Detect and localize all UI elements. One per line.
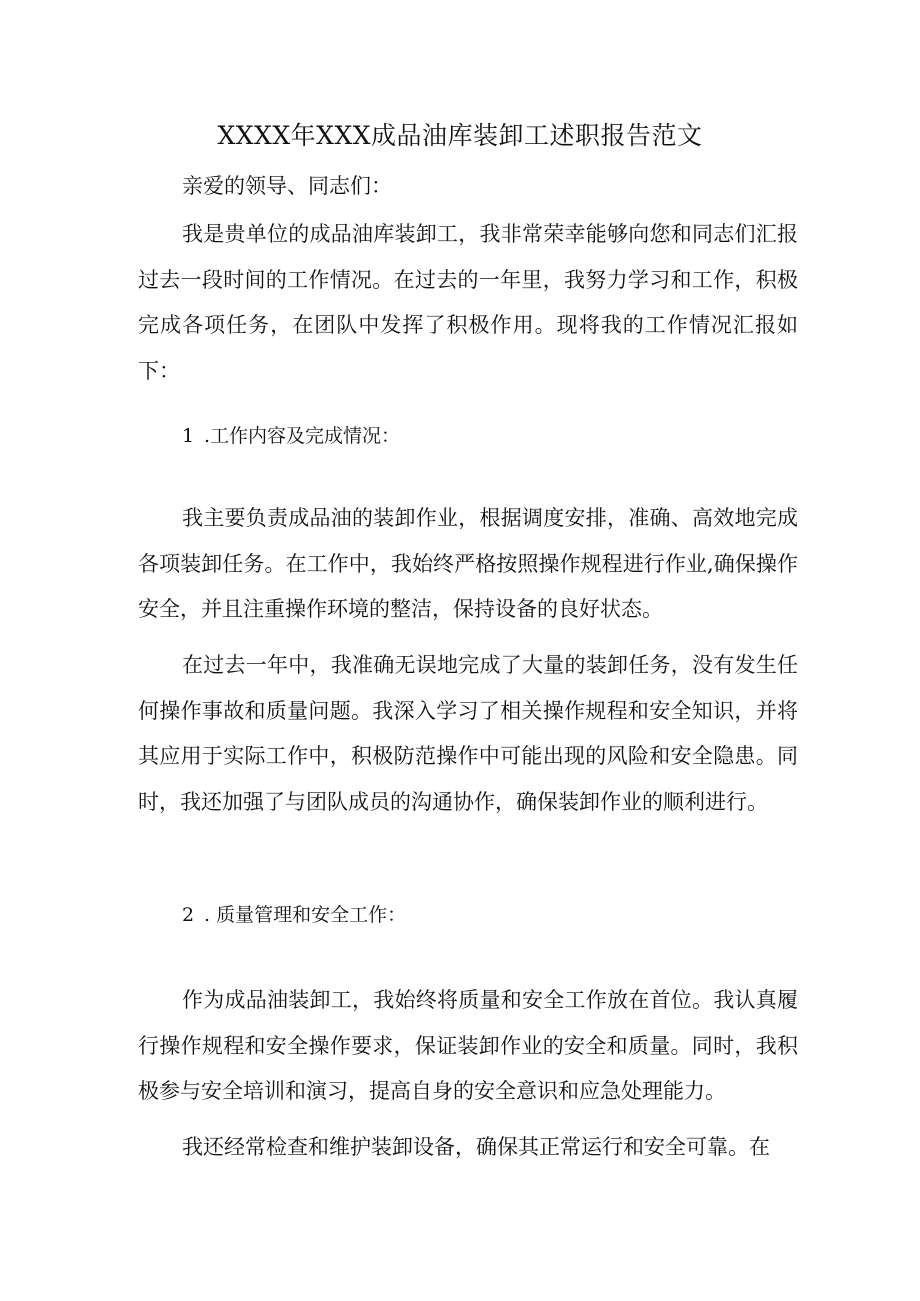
section-2-paragraph-1: 作为成品油装卸工，我始终将质量和安全工作放在首位。我认真履行操作规程和安全操作要求，保证装卸作业的安全和质量。同时，我积极参与安全培训和演习，提高自身的安全意识和应急处理能力。 — [138, 988, 798, 1104]
intro-paragraph: 我是贵单位的成品油库装卸工，我非常荣幸能够向您和同志们汇报过去一段时间的工作情况。在过去的一年里，我努力学习和工作，积极完成各项任务，在团队中发挥了积极作用。现将我的工作情况汇报如下： — [138, 222, 798, 383]
document-title: XXXX年XXX成品油库装卸工述职报告范文 — [217, 121, 703, 150]
section-title: .工作内容及完成情况： — [204, 425, 401, 447]
section-title: . 质量管理和安全工作： — [204, 904, 407, 926]
section-2-paragraph-2: 我还经常检查和维护装卸设备，确保其正常运行和安全可靠。在 — [182, 1135, 770, 1159]
section-heading-1 — [182, 416, 400, 456]
salutation: 亲爱的领导、同志们： — [182, 174, 392, 198]
section-1-paragraph-2: 在过去一年中，我准确无误地完成了大量的装卸任务，没有发生任何操作事故和质量问题。我深入学习了相关操作规程和安全知识，并将其应用于实际工作中，积极防范操作中可能出现的风险和安全隐患。同时，我还加强了与团队成员的沟通协作，确保装卸作业的顺利进行。 — [138, 653, 798, 814]
section-1-paragraph-1: 我主要负责成品油的装卸作业，根据调度安排，准确、高效地完成各项装卸任务。在工作中，我始终严格按照操作规程进行作业,确保操作安全，并且注重操作环境的整洁，保持设备的良好状态。 — [138, 506, 798, 622]
section-number: 1 — [182, 425, 195, 447]
section-number: 2 — [182, 904, 195, 926]
section-heading-2 — [182, 895, 406, 935]
